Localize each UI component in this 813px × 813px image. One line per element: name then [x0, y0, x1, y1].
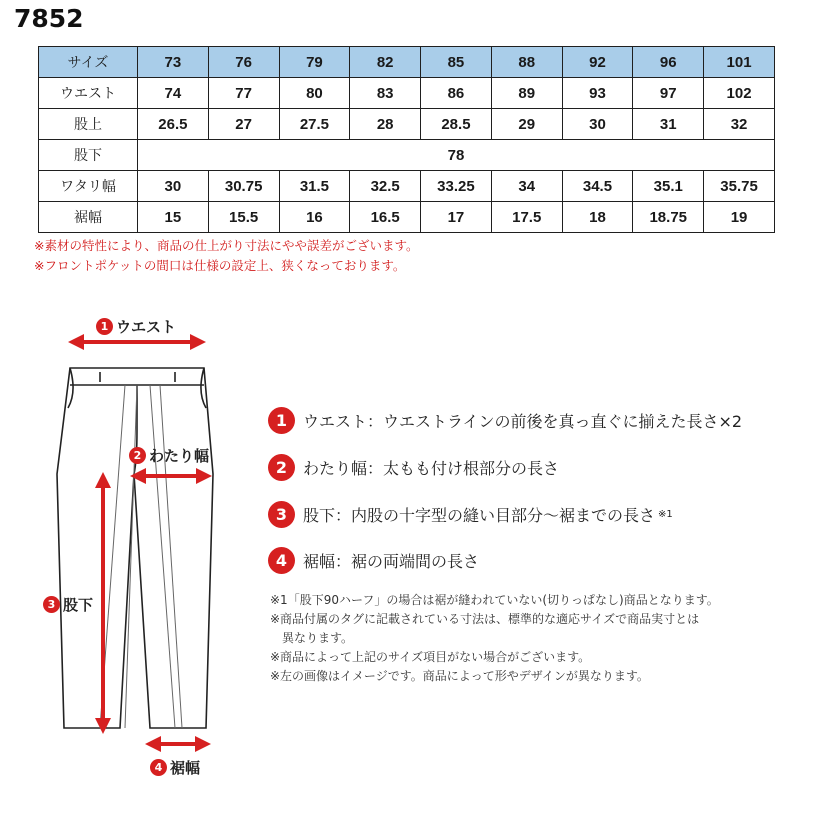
legend-item-hem — [268, 547, 479, 574]
diagram-label-text: 裾幅 — [170, 759, 201, 777]
table-cell: 86 — [421, 78, 492, 109]
gray-notes — [270, 591, 719, 686]
table-row-hem — [39, 202, 775, 233]
table-cell: 16.5 — [350, 202, 421, 233]
row-label: 股下 — [39, 140, 138, 171]
table-header-row — [39, 47, 775, 78]
table-cell: 80 — [279, 78, 350, 109]
table-row-waist — [39, 78, 775, 109]
table-cell: 77 — [208, 78, 279, 109]
legend-text: ウエスト：ウエストラインの前後を真っ直ぐに揃えた長さ×2 — [303, 412, 743, 431]
table-row-inseam — [39, 140, 775, 171]
table-cell: 18 — [562, 202, 633, 233]
table-cell: 28 — [350, 109, 421, 140]
legend-text: 股下：内股の十字型の縫い目部分～裾までの長さ — [303, 506, 656, 525]
size-table — [38, 46, 775, 233]
header-cell: 92 — [562, 47, 633, 78]
table-cell: 29 — [491, 109, 562, 140]
gray-note: ※商品によって上記のサイズ項目がない場合がございます。 — [270, 650, 591, 664]
number-badge: 4 — [268, 547, 295, 574]
row-label: 股上 — [39, 109, 138, 140]
diagram-label-text: わたり幅 — [149, 447, 210, 465]
table-cell: 32.5 — [350, 171, 421, 202]
legend-item-thigh — [268, 454, 559, 481]
row-label: ワタリ幅 — [39, 171, 138, 202]
diagram-label-text: ウエスト — [116, 318, 177, 336]
table-cell: 35.75 — [704, 171, 775, 202]
table-cell: 83 — [350, 78, 421, 109]
header-cell: 76 — [208, 47, 279, 78]
table-cell: 27.5 — [279, 109, 350, 140]
header-label: サイズ — [39, 47, 138, 78]
number-badge: 2 — [129, 447, 146, 464]
table-cell: 16 — [279, 202, 350, 233]
gray-note: ※左の画像はイメージです。商品によって形やデザインが異なります。 — [270, 669, 649, 683]
table-cell: 35.1 — [633, 171, 704, 202]
table-cell: 28.5 — [421, 109, 492, 140]
table-cell-merged: 78 — [138, 140, 775, 171]
table-cell: 34 — [491, 171, 562, 202]
number-badge: 1 — [96, 318, 113, 335]
table-cell: 32 — [704, 109, 775, 140]
red-note: ※素材の特性により、商品の仕上がり寸法にやや誤差がございます。 — [34, 238, 419, 253]
table-cell: 27 — [208, 109, 279, 140]
table-cell: 31 — [633, 109, 704, 140]
table-cell: 17.5 — [491, 202, 562, 233]
header-cell: 85 — [421, 47, 492, 78]
diagram-label-thigh — [129, 445, 209, 466]
gray-note: 異なります。 — [282, 631, 354, 645]
table-cell: 30 — [562, 109, 633, 140]
table-cell: 15 — [138, 202, 209, 233]
legend-item-waist — [268, 407, 742, 434]
diagram-label-waist — [96, 316, 176, 337]
table-cell: 19 — [704, 202, 775, 233]
legend-text: 裾幅：裾の両端間の長さ — [303, 552, 480, 571]
diagram-label-inseam — [43, 594, 93, 615]
header-cell: 101 — [704, 47, 775, 78]
header-cell: 82 — [350, 47, 421, 78]
table-cell: 102 — [704, 78, 775, 109]
diagram-label-text: 股下 — [63, 596, 94, 614]
table-row-thigh — [39, 171, 775, 202]
header-cell: 79 — [279, 47, 350, 78]
table-cell: 97 — [633, 78, 704, 109]
number-badge: 3 — [268, 501, 295, 528]
number-badge: 4 — [150, 759, 167, 776]
red-notes — [34, 236, 418, 276]
pants-outline — [57, 368, 213, 728]
pants-diagram — [0, 300, 250, 790]
table-cell: 30 — [138, 171, 209, 202]
table-cell: 33.25 — [421, 171, 492, 202]
legend-footnote-ref: ※1 — [658, 509, 673, 520]
legend-text: わたり幅：太もも付け根部分の長さ — [303, 459, 560, 478]
table-cell: 30.75 — [208, 171, 279, 202]
row-label: ウエスト — [39, 78, 138, 109]
table-cell: 17 — [421, 202, 492, 233]
header-cell: 96 — [633, 47, 704, 78]
table-cell: 93 — [562, 78, 633, 109]
table-cell: 18.75 — [633, 202, 704, 233]
table-cell: 15.5 — [208, 202, 279, 233]
number-badge: 2 — [268, 454, 295, 481]
table-cell: 89 — [491, 78, 562, 109]
number-badge: 1 — [268, 407, 295, 434]
table-cell: 34.5 — [562, 171, 633, 202]
legend-item-inseam — [268, 501, 673, 528]
gray-note: ※商品付属のタグに記載されている寸法は、標準的な適応サイズで商品実寸とは — [270, 612, 700, 626]
header-cell: 73 — [138, 47, 209, 78]
gray-note: ※1「股下90ハーフ」の場合は裾が縫われていない(切りっぱなし)商品となります。 — [270, 593, 719, 607]
table-cell: 31.5 — [279, 171, 350, 202]
table-cell: 74 — [138, 78, 209, 109]
model-number: 7852 — [14, 4, 84, 33]
table-row-rise — [39, 109, 775, 140]
row-label: 裾幅 — [39, 202, 138, 233]
red-note: ※フロントポケットの間口は仕様の設定上、狭くなっております。 — [34, 258, 406, 273]
diagram-label-hem — [150, 757, 200, 778]
table-cell: 26.5 — [138, 109, 209, 140]
header-cell: 88 — [491, 47, 562, 78]
number-badge: 3 — [43, 596, 60, 613]
